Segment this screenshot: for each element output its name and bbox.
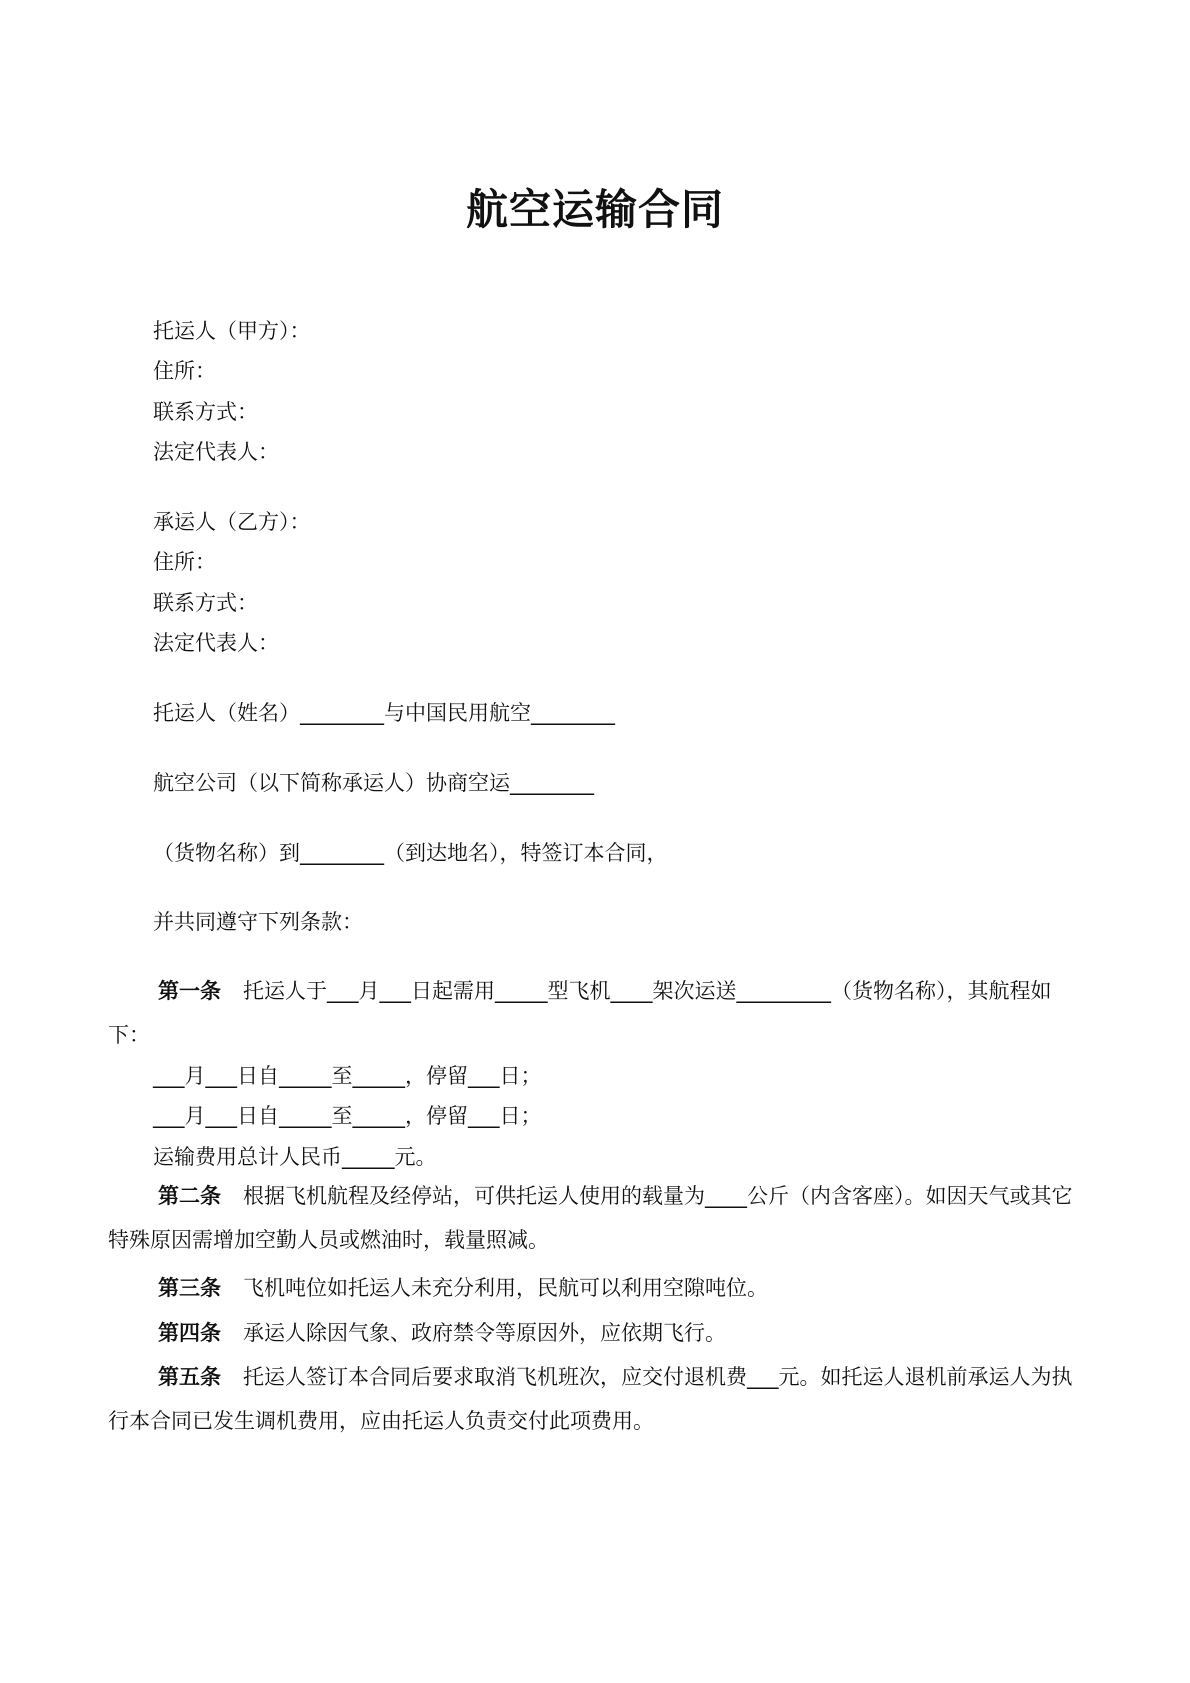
preamble-line-1: 托运人（姓名）________与中国民用航空________: [153, 701, 615, 725]
article-2-label: 第二条: [158, 1184, 221, 1208]
party-b-address-field: 住所：: [153, 550, 216, 574]
article-4: [108, 1311, 1073, 1355]
article-2-text: 根据飞机航程及经停站，可供托运人使用的载量为____公斤（内含客座）。如因天气或其它特殊原因需增加空勤人员或燃油时，载量照减。: [108, 1184, 1073, 1252]
party-a-name-field: 托运人（甲方）：: [153, 319, 311, 343]
article-1-schedule-2: ___月___日自_____至_____，停留___日；: [153, 1104, 542, 1128]
article-1-schedule-1: ___月___日自_____至_____，停留___日；: [153, 1064, 542, 1088]
article-1-text: 托运人于___月___日起需用_____型飞机____架次运送_________（货物名称），其航程如下：: [108, 979, 1052, 1047]
article-4-text: 承运人除因气象、政府禁令等原因外，应依期飞行。: [243, 1321, 726, 1345]
article-5-label: 第五条: [158, 1365, 221, 1389]
party-a-rep-field: 法定代表人：: [153, 440, 279, 464]
article-1-total-fee: 运输费用总计人民币_____元。: [153, 1145, 437, 1169]
party-a-address-field: 住所：: [153, 359, 216, 383]
preamble-line-3: （货物名称）到________（到达地名），特签订本合同，: [153, 841, 668, 865]
article-2: [108, 1174, 1073, 1262]
party-a-contact-field: 联系方式：: [153, 400, 258, 424]
party-b-rep-field: 法定代表人：: [153, 631, 279, 655]
document-title: 航空运输合同: [465, 185, 724, 234]
article-3: [108, 1266, 1073, 1310]
article-1: [108, 969, 1073, 1057]
party-b-name-field: 承运人（乙方）：: [153, 510, 311, 534]
party-b-contact-field: 联系方式：: [153, 591, 258, 615]
article-5: [108, 1355, 1073, 1443]
preamble-line-4: 并共同遵守下列条款：: [153, 910, 363, 934]
article-4-label: 第四条: [158, 1321, 221, 1345]
article-3-text: 飞机吨位如托运人未充分利用，民航可以利用空隙吨位。: [243, 1276, 768, 1300]
preamble-line-2: 航空公司（以下简称承运人）协商空运________: [153, 771, 594, 795]
article-1-label: 第一条: [158, 979, 221, 1003]
article-5-text: 托运人签订本合同后要求取消飞机班次，应交付退机费___元。如托运人退机前承运人为执行本合同已发生调机费用，应由托运人负责交付此项费用。: [108, 1365, 1073, 1433]
article-3-label: 第三条: [158, 1276, 221, 1300]
